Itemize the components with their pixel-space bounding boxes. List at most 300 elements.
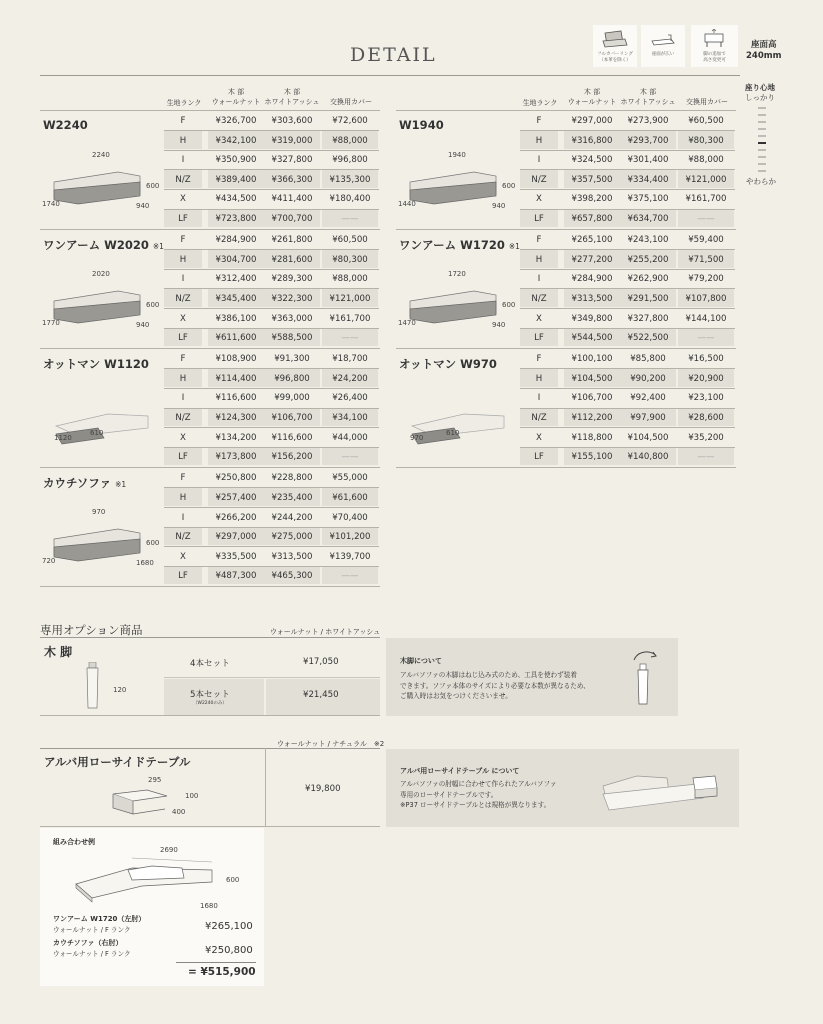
table-height-dim: 100 [185,792,199,800]
firmness-step [758,149,766,151]
cover-price: ¥20,900 [688,373,724,384]
cover-unavailable: —— [341,571,359,582]
row-divider [520,130,735,131]
row-divider [520,189,735,190]
combo-item-1-name: ワンアーム W1720（左肘） [53,915,146,923]
cover-price: ¥180,400 [329,194,371,205]
price-row [520,289,735,309]
walnut-price: ¥284,900 [215,235,257,246]
wood-header: 木 部 [583,88,601,96]
cover-unavailable: —— [341,452,359,463]
price-row [520,111,735,131]
product-note: ※1 [152,242,164,252]
row-divider [520,447,735,448]
white-ash-price: ¥700,700 [271,214,313,224]
full-coverage-sofa-icon [601,29,629,49]
walnut-price: ¥345,400 [215,293,257,304]
cover-price: ¥88,000 [332,135,368,146]
walnut-header: ウォールナット [211,98,261,106]
rank-cell: X [180,551,186,562]
price-row [164,131,379,151]
rank-cell: LF [178,214,188,224]
rank-cell: I [537,274,541,285]
rank-cell: LF [178,452,188,463]
cover-price: ¥121,000 [329,293,371,304]
combo-title: 組み合わせ例 [53,838,95,846]
walnut-price: ¥100,100 [571,354,613,365]
legs-header: ウォールナット / ホワイトアッシュ [270,628,381,636]
info-line: ご購入時はお気をつけくださいませ。 [400,692,512,700]
white-ash-price: ¥327,800 [627,313,669,324]
combo-item-1-spec: ウォールナット / F ランク [53,926,131,934]
price-row [164,230,379,250]
white-ash-price: ¥366,300 [271,174,313,185]
walnut-header: ウォールナット [567,98,617,106]
white-ash-price: ¥275,000 [271,532,313,543]
cover-price: ¥60,500 [688,116,724,126]
sofa-illustration [404,168,514,218]
price-row [164,369,379,389]
price-row [520,369,735,389]
rank-cell: N/Z [175,532,191,543]
cover-price: ¥44,000 [332,432,368,443]
feature-label: 座面が広い [651,52,675,57]
rank-cell: N/Z [531,293,547,304]
walnut-price: ¥342,100 [215,135,257,146]
firmness-step [758,156,766,158]
white-ash-price: ¥85,800 [630,354,666,365]
price-row [520,209,735,229]
depth2-dim: 940 [136,321,150,330]
wooden-leg-icon [84,662,104,710]
table-price: ¥19,800 [305,784,341,794]
row-divider [520,269,735,270]
cover-unavailable: —— [697,452,715,463]
rank-cell: X [180,313,186,324]
info-line: アルバソファの肘幅に合わせて作られたアルバソファ [400,780,557,788]
cover-price: ¥88,000 [332,274,368,285]
rank-cell: LF [534,333,544,344]
combo-item-2-spec: ウォールナット / F ランク [53,950,131,958]
cover-header: 交換用カバー [686,98,728,106]
row-divider [520,308,735,309]
cover-price: ¥55,000 [332,473,368,484]
title-divider [40,75,740,76]
white-ash-price: ¥243,100 [627,235,669,246]
price-row [164,428,379,448]
firmness-top-label: しっかり [745,93,775,102]
rank-cell: F [536,235,542,246]
seat-height-label: 座面高 [750,40,777,50]
depth2-dim: 610 [90,429,104,438]
white-ash-price: ¥92,400 [630,393,666,404]
table-width-dim: 295 [148,776,162,784]
row-divider [164,269,379,270]
white-ash-price: ¥289,300 [271,274,313,285]
white-ash-price: ¥465,300 [271,571,313,582]
depth-dim: 1120 [54,434,72,443]
cover-unavailable: —— [341,214,359,224]
price-row [164,388,379,408]
cover-price: ¥23,100 [688,393,724,404]
info-line: 専用のローサイドテーブルです。 [400,790,498,799]
firmness-step [758,170,766,172]
white-ash-price: ¥97,900 [630,413,666,423]
sofa-illustration [48,287,158,337]
row-divider [164,209,379,210]
product-name: オットマン W1120 [43,357,149,372]
cover-price: ¥28,600 [688,413,724,423]
price-row [520,269,735,289]
height-dim: 600 [146,301,160,310]
walnut-price: ¥398,200 [571,194,613,205]
height-dim: 600 [502,182,516,190]
row-divider [164,447,379,448]
row-divider [164,249,379,250]
firmness-step [758,121,766,123]
walnut-price: ¥544,500 [571,333,613,344]
price-row [164,566,379,586]
walnut-price: ¥297,000 [215,532,257,543]
white-ash-price: ¥140,800 [627,452,669,463]
row-divider [520,169,735,170]
walnut-price: ¥266,200 [215,512,257,523]
walnut-price: ¥277,200 [571,254,613,265]
white-ash-price: ¥334,400 [627,174,669,185]
rank-header: 生地ランク [166,99,202,107]
cover-price: ¥70,400 [332,512,368,523]
price-row [520,230,735,250]
rank-cell: N/Z [531,174,547,185]
walnut-price: ¥357,500 [571,174,613,185]
sofa-illustration [404,287,514,337]
white-ash-price: ¥99,000 [274,393,310,404]
white-ash-price: ¥104,500 [627,432,669,443]
combo-width-dim: 2690 [160,846,178,854]
cover-price: ¥96,800 [332,155,368,166]
product-note: ※1 [115,480,127,490]
white-ash-price: ¥634,700 [627,214,669,224]
cover-price: ¥24,200 [332,373,368,384]
depth2-dim: 610 [446,429,460,438]
info-line: アルバソファの木脚はねじ込み式のため、工具を使わず装着 [400,671,577,679]
product-name: ワンアーム W1720 ※1 [399,238,520,253]
combo-item-1-price: ¥265,100 [205,921,253,932]
legs-info-title: 木脚について [400,657,442,665]
height-dim: 600 [146,539,160,548]
rank-cell: X [536,432,542,443]
white-ash-price: ¥301,400 [627,155,669,166]
white-ash-price: ¥244,200 [271,512,313,523]
price-row [164,250,379,270]
firmness-step [758,114,766,116]
walnut-price: ¥312,400 [215,274,257,285]
firmness-step [758,107,766,109]
walnut-price: ¥112,200 [571,413,613,423]
white-ash-price: ¥293,700 [627,135,669,146]
walnut-price: ¥108,900 [215,354,257,365]
table-divider [40,748,380,749]
cover-price: ¥61,600 [332,492,368,503]
table-bottom-line [40,586,380,587]
cover-price: ¥34,100 [332,413,368,423]
rank-cell: H [179,254,187,265]
white-ash-price: ¥319,000 [271,135,313,146]
rank-header: 生地ランク [522,99,558,107]
walnut-price: ¥657,800 [571,214,613,224]
table-bottom-line [396,467,736,468]
width-dim: 970 [92,508,106,517]
wide-seat-icon [649,29,677,49]
walnut-price: ¥389,400 [215,174,257,185]
width-dim: 2020 [92,270,110,279]
walnut-price: ¥335,500 [215,551,257,562]
row-divider [164,427,379,428]
walnut-price: ¥284,900 [571,274,613,285]
walnut-price: ¥104,500 [571,373,613,384]
rank-cell: N/Z [175,293,191,304]
walnut-price: ¥487,300 [215,571,257,582]
row-divider [164,288,379,289]
white-ash-price: ¥91,300 [274,354,310,365]
rank-cell: N/Z [175,413,191,423]
width-dim: 1940 [448,151,466,159]
row-divider [164,150,379,151]
cover-price: ¥80,300 [688,135,724,146]
table-info-text [400,779,557,811]
price-row [520,309,735,329]
white-ash-price: ¥261,800 [271,235,313,246]
product-name: W1940 [399,118,444,132]
legs-5-price: ¥21,450 [303,690,339,700]
height-dim: 600 [146,182,160,190]
cover-price: ¥88,000 [688,155,724,166]
width-dim: 2240 [92,151,110,159]
firmness-bottom-label: やわらか [746,177,776,186]
white-ash-price: ¥375,100 [627,194,669,205]
price-row [520,447,735,467]
firmness-step [758,163,766,165]
legs-5-sub: （W2240のみ） [193,701,227,706]
depth2-dim: 940 [492,321,506,330]
firmness-step [758,142,766,144]
price-row [164,508,379,528]
feature-label: フルカバーリング [597,52,633,57]
row-divider [164,546,379,547]
firmness-scale [745,83,775,103]
walnut-price: ¥723,800 [215,214,257,224]
product-name: カウチソファ ※1 [43,476,127,491]
cover-price: ¥139,700 [329,551,371,562]
rank-cell: LF [178,333,188,344]
cover-unavailable: —— [697,214,715,224]
rank-cell: LF [178,571,188,582]
price-row [164,547,379,567]
row-divider [520,288,735,289]
depth2-dim: 940 [492,202,506,210]
firmness-step [758,135,766,137]
price-row [520,170,735,190]
walnut-price: ¥316,800 [571,135,613,146]
row-divider [164,130,379,131]
walnut-price: ¥434,500 [215,194,257,205]
legs-4-label: 4本セット [190,659,230,669]
price-row [164,289,379,309]
price-row [164,170,379,190]
feature-full-coverage [593,25,637,67]
row-divider [520,408,735,409]
rank-cell: H [535,135,543,146]
walnut-price: ¥118,800 [571,432,613,443]
cover-price: ¥121,000 [685,174,727,185]
info-line: ※P37 ローサイドテーブルとは規格が異なります。 [400,801,551,809]
price-row [164,150,379,170]
rank-cell: LF [534,452,544,463]
row-divider [164,507,379,508]
price-row [164,328,379,348]
product-note: ※1 [508,242,520,252]
price-row [164,488,379,508]
product-name: W2240 [43,118,88,132]
sofa-illustration [48,168,158,218]
walnut-price: ¥313,500 [571,293,613,304]
legs-5-label: 5本セット [190,690,230,700]
white-ash-price: ¥262,900 [627,274,669,285]
rank-cell: X [180,194,186,205]
walnut-price: ¥257,400 [215,492,257,503]
price-row [520,349,735,369]
price-row [164,111,379,131]
depth-dim: 1740 [42,200,60,208]
white-ash-price: ¥327,800 [271,155,313,166]
rank-cell: H [179,373,187,384]
cover-unavailable: —— [697,333,715,344]
walnut-price: ¥173,800 [215,452,257,463]
row-divider [520,427,735,428]
white-ash-price: ¥156,200 [271,452,313,463]
rank-cell: I [181,393,185,404]
wood-header: 木 部 [227,88,245,96]
price-row [164,527,379,547]
row-divider [164,388,379,389]
rank-cell: F [180,116,186,126]
walnut-price: ¥304,700 [215,254,257,265]
white-ash-price: ¥235,400 [271,492,313,503]
seat-height-value: 240mm [746,51,782,61]
cover-price: ¥80,300 [332,254,368,265]
legs-4-price: ¥17,050 [303,657,339,667]
height-adjust-icon [699,29,729,49]
combo-item-2-price: ¥250,800 [205,945,253,956]
walnut-price: ¥611,600 [215,333,257,344]
feature-label: （本革を除く） [599,57,631,63]
cover-price: ¥144,100 [685,313,727,324]
rank-cell: H [535,373,543,384]
legs-info-text [400,670,590,702]
cover-price: ¥60,500 [332,235,368,246]
cover-price: ¥135,300 [329,174,371,185]
price-row [164,468,379,488]
cover-price: ¥161,700 [685,194,727,205]
table-info-title: アルバ用ローサイドテーブル について [400,767,520,775]
price-row [520,131,735,151]
walnut-price: ¥350,900 [215,155,257,166]
depth-dim: 720 [42,557,56,566]
walnut-price: ¥114,400 [215,373,257,384]
white-ash-price: ¥255,200 [627,254,669,265]
feature-height-adjust [691,25,738,67]
walnut-price: ¥326,700 [215,116,257,126]
row-divider [164,368,379,369]
price-row [520,408,735,428]
row-divider [520,150,735,151]
white-ash-price: ¥96,800 [274,373,310,384]
cover-header: 交換用カバー [330,98,372,106]
rank-cell: F [180,473,186,484]
leg-screw-icon [628,644,664,708]
white-ash-price: ¥322,300 [271,293,313,304]
walnut-price: ¥134,200 [215,432,257,443]
rank-cell: I [537,393,541,404]
cover-price: ¥59,400 [688,235,724,246]
white-ash-price: ¥588,500 [271,333,313,344]
rank-cell: N/Z [531,413,547,423]
cover-price: ¥26,400 [332,393,368,404]
rank-cell: I [181,512,185,523]
price-row [164,447,379,467]
cover-price: ¥79,200 [688,274,724,285]
feature-wide-seat [641,25,685,67]
row-divider [164,408,379,409]
row-divider [520,328,735,329]
white-ash-price: ¥363,000 [271,313,313,324]
info-line: できます。ソファ本体のサイズにより必要な本数が異なるため、 [400,681,590,690]
white-ash-price: ¥303,600 [271,116,313,126]
combo-total: = ¥515,900 [188,966,256,978]
row-divider [164,527,379,528]
cover-price: ¥101,200 [329,532,371,543]
walnut-price: ¥106,700 [571,393,613,404]
white-ash-price: ¥106,700 [271,413,313,423]
row-divider [164,566,379,567]
price-row [520,250,735,270]
table-header: ウォールナット / ナチュラル ※2 [277,740,385,748]
depth2-dim: 940 [136,202,150,210]
rank-cell: H [535,254,543,265]
rank-cell: X [180,432,186,443]
price-row [164,309,379,329]
row-divider [164,189,379,190]
walnut-price: ¥349,800 [571,313,613,324]
product-name: オットマン W970 [399,357,497,372]
rank-cell: H [179,135,187,146]
cover-price: ¥72,600 [332,116,368,126]
depth-dim: 970 [410,434,424,443]
table-depth-dim: 400 [172,808,186,816]
options-title: 専用オプション商品 [40,623,143,637]
cover-price: ¥71,500 [688,254,724,265]
cover-price: ¥35,200 [688,432,724,443]
walnut-price: ¥116,600 [215,393,257,404]
wood-header: 木 部 [283,88,301,96]
rank-cell: F [180,354,186,365]
white-ash-price: ¥291,500 [627,293,669,304]
price-row [164,408,379,428]
firmness-step [758,128,766,130]
price-row [164,269,379,289]
sofa-with-table-illustration [597,768,727,816]
depth-dim: 1440 [398,200,416,208]
